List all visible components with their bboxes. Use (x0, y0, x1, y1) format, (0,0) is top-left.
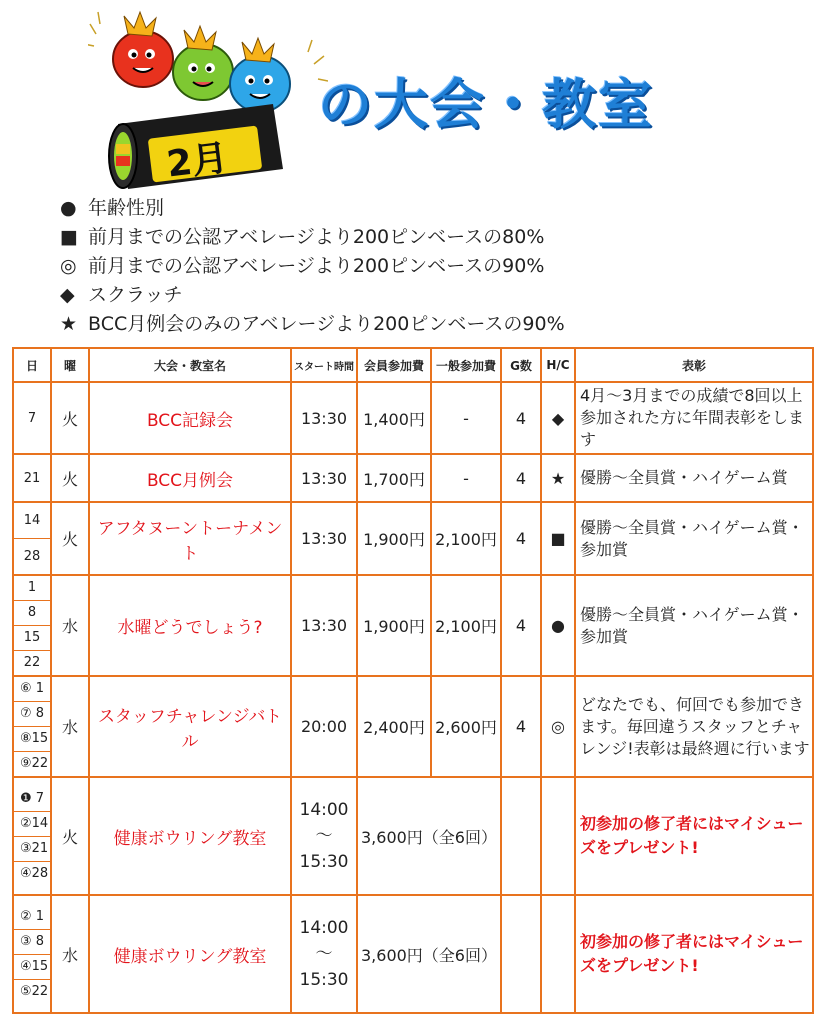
weekday-cell: 火 (51, 502, 89, 575)
member-fee: 1,400円 (357, 382, 431, 454)
end-time: 15:30 (299, 852, 349, 872)
date-item: ② 1 (14, 905, 50, 930)
table-row (13, 502, 813, 575)
general-fee: 2,100円 (431, 575, 501, 676)
course-fee: 3,600円（全6回） (357, 895, 501, 1013)
blue-mascot-icon (230, 38, 290, 112)
legend-item: ● 年齢性別 (60, 194, 565, 223)
table-row (13, 895, 813, 1013)
date-item: ⑧15 (14, 727, 50, 752)
col-header-day: 日 (13, 348, 51, 382)
date-item: 22 (23, 655, 41, 670)
start-time: 14:00 (299, 918, 349, 938)
award-text: どなたでも、何回でも参加できます。毎回違うスタッフとチャレンジ!表彰は最終週に行います (575, 676, 813, 777)
col-header-name: 大会・教室名 (89, 348, 291, 382)
event-name: BCC記録会 (89, 382, 291, 454)
event-name: 健康ボウリング教室 (89, 895, 291, 1013)
date-list (13, 575, 51, 676)
table-row (13, 777, 813, 895)
event-name: BCC月例会 (89, 454, 291, 502)
table-row (13, 676, 813, 777)
date-list (13, 502, 51, 575)
games: 4 (501, 382, 541, 454)
weekday-cell: 火 (51, 382, 89, 454)
date-list (13, 895, 51, 1013)
square-icon: ■ (60, 226, 78, 248)
col-header-award: 表彰 (575, 348, 813, 382)
award-text: 初参加の修了者にはマイシューズをプレゼント! (575, 777, 813, 895)
general-fee: - (431, 382, 501, 454)
date-item: 15 (14, 626, 50, 651)
date-list (13, 676, 51, 777)
col-header-weekday: 曜 (51, 348, 89, 382)
games (501, 895, 541, 1013)
event-name: スタッフチャレンジバトル (89, 676, 291, 777)
weekday-cell: 水 (51, 895, 89, 1013)
general-fee: 2,100円 (431, 502, 501, 575)
time-range (291, 777, 357, 895)
legend-item: ◎ 前月までの公認アベレージより200ピンベースの90% (60, 252, 565, 281)
hc-symbol: ■ (541, 502, 575, 575)
hc-symbol: ★ (541, 454, 575, 502)
weekday-cell: 水 (51, 575, 89, 676)
col-header-start: スタート時間 (291, 348, 357, 382)
col-header-games: G数 (501, 348, 541, 382)
start-time: 14:00 (299, 800, 349, 820)
table-row (13, 575, 813, 676)
games: 4 (501, 454, 541, 502)
circle-icon: ● (60, 197, 77, 219)
weekday-cell: 火 (51, 454, 89, 502)
page-title: の大会・教室 (318, 73, 654, 136)
date-item: 1 (14, 576, 50, 601)
general-fee: 2,600円 (431, 676, 501, 777)
member-fee: 1,900円 (357, 575, 431, 676)
date-item: ④28 (20, 865, 49, 881)
games (501, 777, 541, 895)
legend-item: ■ 前月までの公認アベレージより200ピンベースの80% (60, 223, 565, 252)
start-time: 13:30 (291, 502, 357, 575)
col-header-hc: H/C (541, 348, 575, 382)
table-header-row (13, 348, 813, 382)
time-range (291, 895, 357, 1013)
games: 4 (501, 575, 541, 676)
hc-symbol: ◎ (541, 676, 575, 777)
weekday-cell: 火 (51, 777, 89, 895)
games: 4 (501, 502, 541, 575)
event-name: 水曜どうでしょう? (89, 575, 291, 676)
member-fee: 1,900円 (357, 502, 431, 575)
award-text: 優勝～全員賞・ハイゲーム賞・参加賞 (575, 502, 813, 575)
date-item: ③ 8 (14, 930, 50, 955)
col-header-general-fee: 一般参加費 (431, 348, 501, 382)
award-text: 4月～3月までの成績で8回以上参加された方に年間表彰をします (575, 382, 813, 454)
green-mascot-icon (173, 26, 233, 100)
table-row (13, 454, 813, 502)
date-item: 14 (14, 503, 50, 539)
start-time: 20:00 (291, 676, 357, 777)
date-list (13, 777, 51, 895)
award-text: 優勝～全員賞・ハイゲーム賞 (575, 454, 813, 502)
mascot-illustration (88, 4, 328, 194)
time-separator: ～ (315, 944, 333, 964)
date-item: ⑤22 (20, 983, 49, 999)
legend-item: ★ BCC月例会のみのアベレージより200ピンベースの90% (60, 310, 565, 339)
hc-symbol (541, 777, 575, 895)
start-time: 13:30 (291, 575, 357, 676)
event-name: アフタヌーントーナメント (89, 502, 291, 575)
month-label: 2月 (164, 137, 231, 186)
hc-symbol: ● (541, 575, 575, 676)
date-item: 8 (14, 601, 50, 626)
weekday-cell: 水 (51, 676, 89, 777)
col-header-member-fee: 会員参加費 (357, 348, 431, 382)
hc-symbol: ◆ (541, 382, 575, 454)
red-mascot-icon (113, 12, 173, 87)
course-fee: 3,600円（全6回） (357, 777, 501, 895)
date-item: ⑦ 8 (14, 702, 50, 727)
member-fee: 1,700円 (357, 454, 431, 502)
date-item: ⑥ 1 (14, 677, 50, 702)
hc-symbol (541, 895, 575, 1013)
star-icon: ★ (60, 313, 78, 335)
date-cell: 7 (13, 382, 51, 454)
table-row (13, 382, 813, 454)
schedule-table (12, 347, 814, 1014)
start-time: 13:30 (291, 454, 357, 502)
date-item: ④15 (14, 955, 50, 980)
event-name: 健康ボウリング教室 (89, 777, 291, 895)
member-fee: 2,400円 (357, 676, 431, 777)
date-item: ②14 (14, 812, 50, 837)
award-text: 初参加の修了者にはマイシューズをプレゼント! (575, 895, 813, 1013)
award-text: 優勝～全員賞・ハイゲーム賞・参加賞 (575, 575, 813, 676)
start-time: 13:30 (291, 382, 357, 454)
diamond-icon: ◆ (60, 284, 75, 306)
date-item: ⑨22 (20, 756, 49, 771)
date-cell: 21 (13, 454, 51, 502)
end-time: 15:30 (299, 970, 349, 990)
games: 4 (501, 676, 541, 777)
date-item: ③21 (14, 837, 50, 862)
handicap-legend (60, 194, 565, 339)
double-circle-icon: ◎ (60, 255, 77, 277)
legend-item: ◆ スクラッチ (60, 281, 565, 310)
date-item: ❶ 7 (14, 787, 50, 812)
date-item: 28 (23, 549, 41, 564)
general-fee: - (431, 454, 501, 502)
time-separator: ～ (315, 826, 333, 846)
